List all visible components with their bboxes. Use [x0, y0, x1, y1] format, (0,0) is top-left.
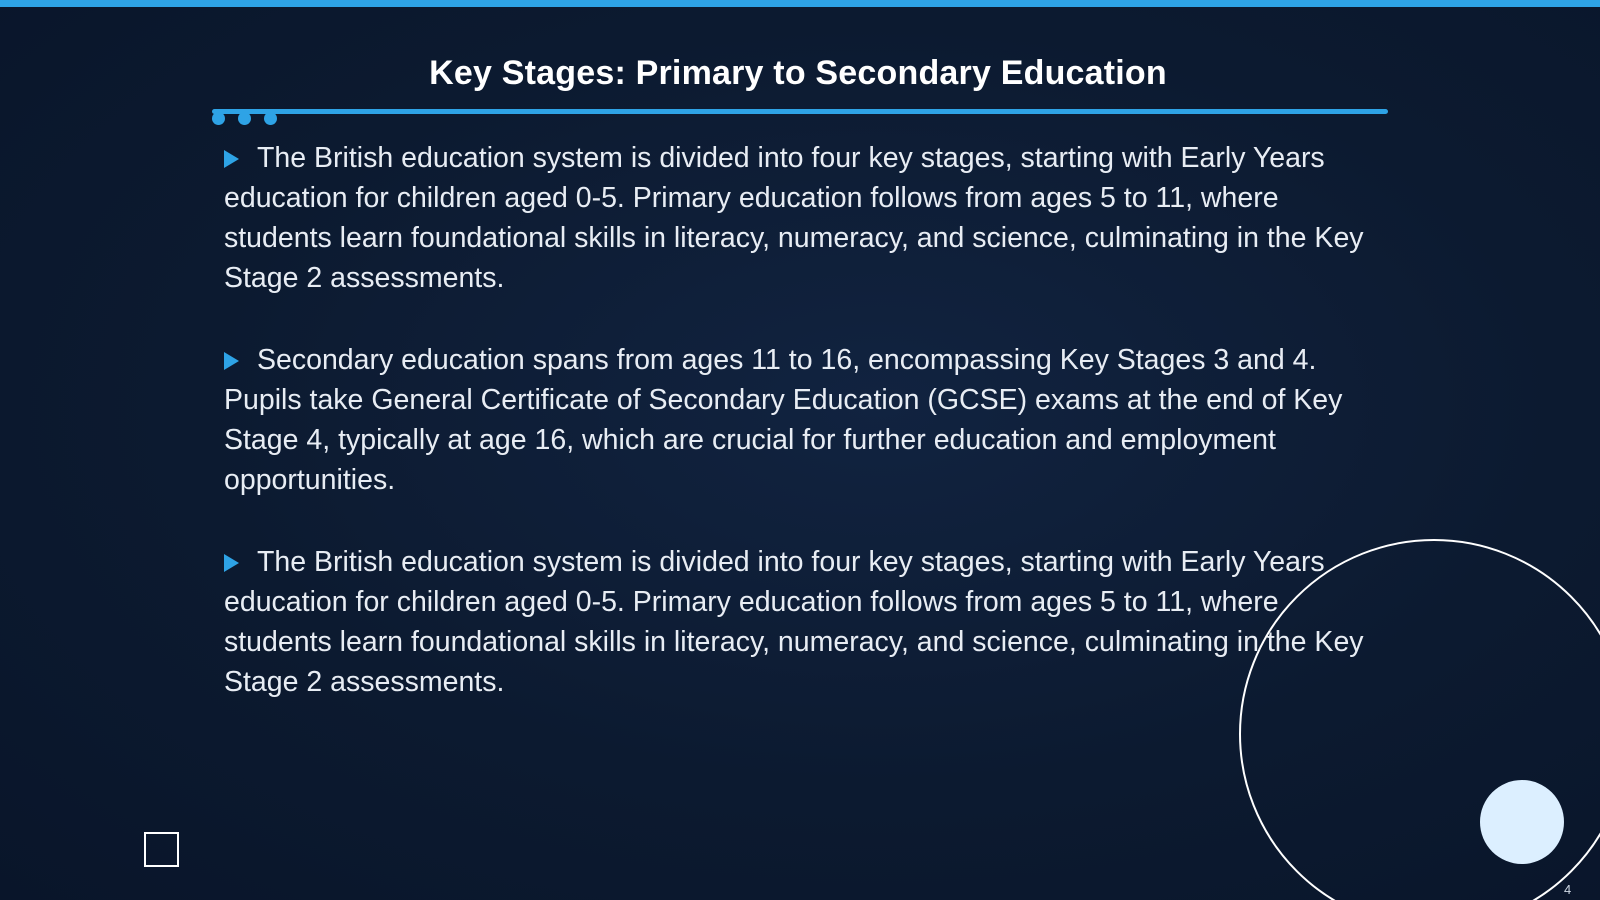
bullet-list: [224, 138, 1374, 744]
decorative-square-outline: [144, 832, 179, 867]
decorative-dot: [264, 112, 277, 125]
bullet-item[interactable]: [224, 138, 1374, 298]
top-accent-bar: [0, 0, 1600, 7]
triangle-right-icon: [224, 352, 239, 370]
bullet-text: The British education system is divided into four key stages, starting with Early Years education for children aged 0-5. Primary education follows from ages 5 to 11, where students learn foundational skills in literacy, numeracy, and science, culminating in the Key Stage 2 assessments.: [224, 142, 1364, 294]
title-underline: [212, 109, 1388, 114]
decorative-dot: [238, 112, 251, 125]
triangle-right-icon: [224, 554, 239, 572]
decorative-filled-circle: [1480, 780, 1564, 864]
decorative-dot: [212, 112, 225, 125]
bullet-item[interactable]: [224, 340, 1374, 500]
bullet-text: Secondary education spans from ages 11 to 16, encompassing Key Stages 3 and 4. Pupils take General Certificate of Secondary Education (GCSE) exams at the end of Key Stage 4, typically at age 16, which are crucial for further education and employment opportunities.: [224, 344, 1343, 496]
page-number: 4: [1564, 882, 1572, 897]
bullet-text: The British education system is divided into four key stages, starting with Early Years education for children aged 0-5. Primary education follows from ages 5 to 11, where students learn foundational skills in literacy, numeracy, and science, culminating in the Key Stage 2 assessments.: [224, 546, 1364, 698]
bullet-item[interactable]: [224, 542, 1374, 702]
triangle-right-icon: [224, 150, 239, 168]
slide-title[interactable]: Key Stages: Primary to Secondary Education: [429, 54, 1167, 92]
